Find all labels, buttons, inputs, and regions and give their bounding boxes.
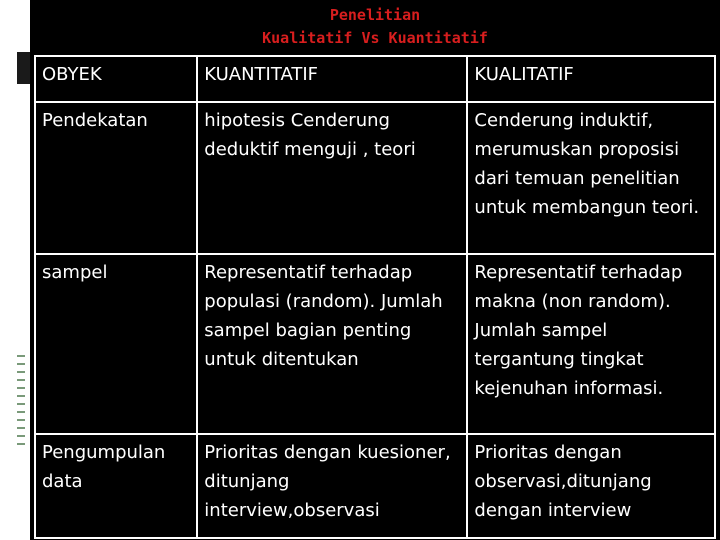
- title-line-1: Penelitian: [329, 6, 421, 24]
- cell-kuantitatif: Prioritas dengan kuesioner, ditunjang interview,observasi: [197, 434, 467, 538]
- table-row: [35, 434, 715, 538]
- table-row: [35, 102, 715, 254]
- cell-kuantitatif: Representatif terhadap populasi (random). Jumlah sampel bagian penting untuk ditentukan: [197, 254, 467, 434]
- cell-kualitatif: Representatif terhadap makna (non random). Jumlah sampel tergantung tingkat kejenuhan informasi.: [467, 254, 715, 434]
- table-header-row: [35, 56, 715, 102]
- cell-kuantitatif: hipotesis Cenderung deduktif menguji , teori: [197, 102, 467, 254]
- row-label: Pendekatan: [35, 102, 197, 254]
- slide: [30, 0, 720, 540]
- left-decoration-lines: [17, 355, 25, 445]
- header-kualitatif: KUALITATIF: [467, 56, 715, 102]
- header-obyek: OBYEK: [35, 56, 197, 102]
- row-label: Pengumpulan data: [35, 434, 197, 538]
- header-kuantitatif: KUANTITATIF: [197, 56, 467, 102]
- cell-kualitatif: Prioritas dengan observasi,ditunjang dengan interview: [467, 434, 715, 538]
- left-decoration-block: [17, 52, 30, 84]
- row-label: sampel: [35, 254, 197, 434]
- comparison-table: [34, 55, 716, 539]
- slide-title: [30, 4, 720, 50]
- cell-kualitatif: Cenderung induktif, merumuskan proposisi dari temuan penelitian untuk membangun teori.: [467, 102, 715, 254]
- title-line-2: Kualitatif Vs Kuantitatif: [262, 29, 488, 47]
- table-row: [35, 254, 715, 434]
